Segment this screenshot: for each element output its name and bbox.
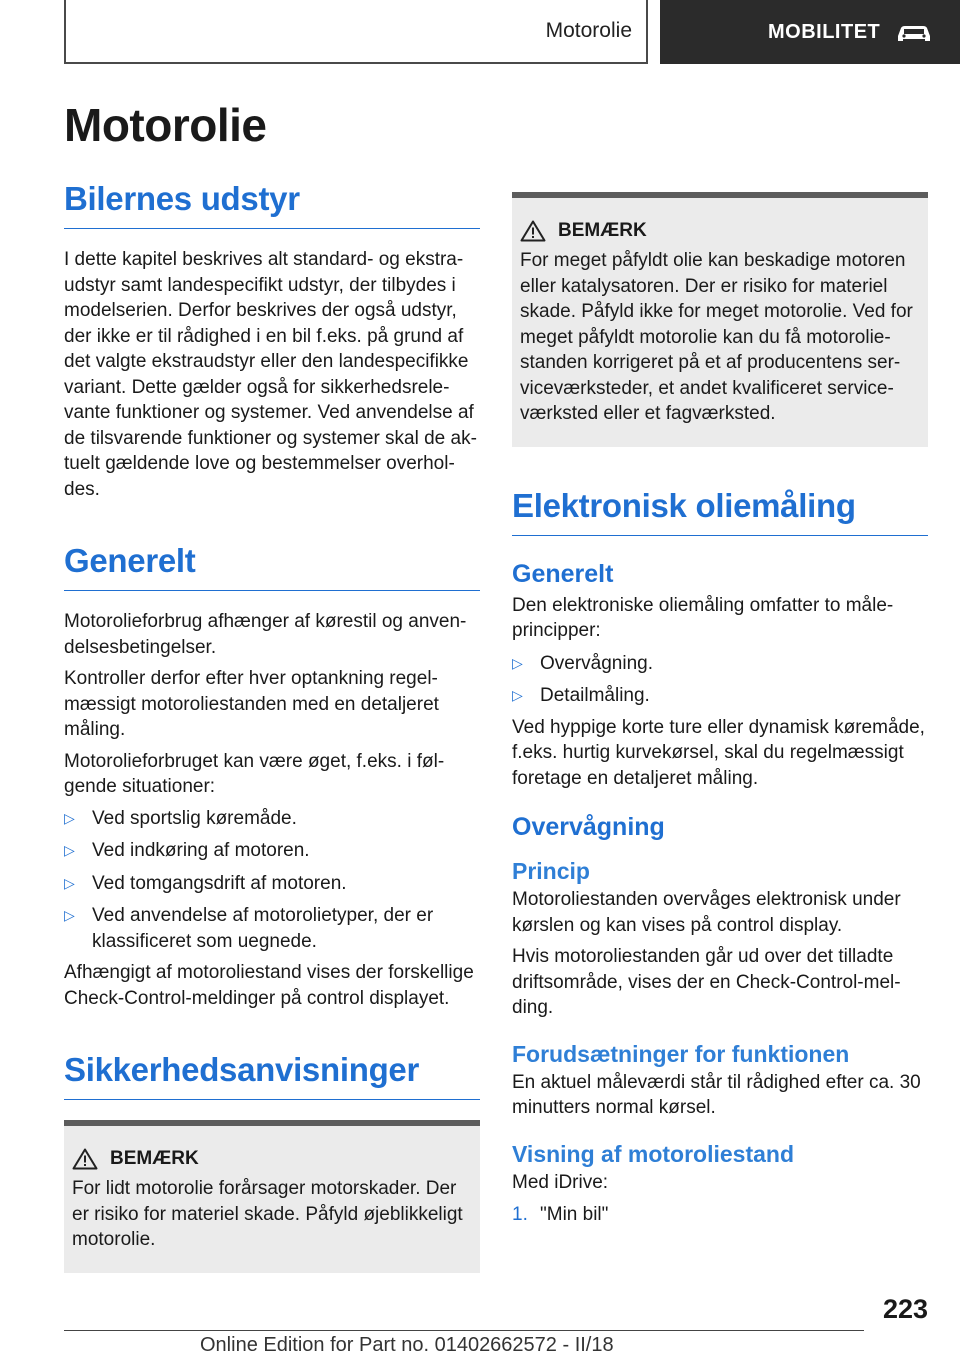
notice-label: BEMÆRK: [110, 1148, 199, 1169]
paragraph-generelt-1: Motorolieforbrug afhænger af kørestil og anvendelsesbetingelser.: [64, 611, 467, 658]
step-text: "Min bil": [540, 1204, 609, 1225]
car-icon: [894, 20, 934, 44]
footer-divider: [64, 1330, 864, 1331]
list-item: [512, 1202, 928, 1228]
paragraph-princip-1: Motoroliestanden overvåges elektronisk under kørslen og kan vises på control display.: [512, 889, 901, 936]
paragraph-visning: Med iDrive:: [512, 1171, 609, 1193]
warning-icon: [520, 220, 546, 242]
paragraph-maaleprincipper: Den elektroniske oliemåling omfatter to måleprincipper:: [512, 594, 894, 641]
paragraph-hyppige-ture: Ved hyppige korte ture eller dynamisk køremåde, f.eks. hurtig kurvekørsel, skal du regelmæssigt foretage en detaljeret måling.: [512, 716, 925, 789]
list-item: ▷ Detailmåling.: [512, 683, 928, 709]
notice-box: [512, 192, 928, 447]
list-item: ▷ Ved tomgangsdrift af motoren.: [64, 871, 480, 897]
right-column: [512, 192, 928, 1228]
page-number: 223: [882, 1294, 928, 1324]
triangle-bullet-icon: ▷: [512, 687, 523, 703]
paragraph-princip-2: Hvis motoroliestanden går ud over det tilladte driftsområde, vises der en Check-Control-melding.: [512, 946, 901, 1018]
subsection-title-forudsaetninger: Forudsætninger for funktionen: [512, 1040, 850, 1067]
page-title: Motorolie: [64, 99, 267, 151]
triangle-bullet-icon: ▷: [64, 874, 75, 891]
list-item: ▷ Ved sportslig køremåde.: [64, 806, 480, 832]
footer-edition-text: Online Edition for Part no. 01402662572 - II/18: [200, 1334, 614, 1356]
principle-list: [512, 651, 928, 709]
paragraph-generelt-2: Kontroller derfor efter hver optankning regelmæssigt motoroliestanden med en detaljeret måling.: [64, 668, 439, 740]
subsection-title-generelt: Generelt: [512, 559, 614, 588]
step-list: [512, 1202, 928, 1228]
header-section-tab: [64, 0, 648, 64]
situation-list: [64, 806, 480, 955]
triangle-bullet-icon: ▷: [512, 654, 523, 671]
list-item: ▷ Ved indkøring af motoren.: [64, 838, 480, 864]
notice-text: For meget påfyldt olie kan beskadige motoren eller katalysatoren. Der er risiko for materiel skade. Påfyld ikke for meget motorolie. Ved for meget påfyldt motorolie kan du få motoroliestanden korrigeret på et af producentens serviceværksteder, et andet kvalificeret serviceværksted eller et fagværksted.: [520, 250, 913, 424]
header-category-label: MOBILITET: [768, 20, 881, 43]
list-item: ▷ Ved anvendelse af motorolietyper, der er klassificeret som uegnede.: [64, 905, 434, 952]
warning-icon: [72, 1148, 98, 1170]
step-number: 1.: [512, 1204, 528, 1225]
triangle-bullet-icon: ▷: [64, 842, 75, 858]
paragraph-forudsaetninger: En aktuel måleværdi står til rådighed efter ca. 30 minutters normal kørsel.: [512, 1071, 921, 1118]
subsection-title-princip: Princip: [512, 858, 590, 884]
triangle-bullet-icon: ▷: [64, 907, 75, 923]
section-title-elektronisk-oliemaaling: Elektronisk oliemåling: [512, 487, 928, 536]
section-title-sikkerhedsanvisninger: Sikkerhedsanvisninger: [64, 1051, 480, 1100]
paragraph-bilernes-udstyr: I dette kapitel beskrives alt standard- og ekstraudstyr samt landespecifikt udstyr, der tilbydes i modelserien. Derfor beskrives der også udstyr, der ikke er til rådighed i en bil f.eks. på grund af det valgte ekstraudstyr eller den landespecifikke variant. Dette gælder også for sikkerhedsrelevante funktioner og systemer. Ved anvendelse af de tilsvarende funktioner og systemer skal de aktuelt gældende love og bestemmelser overholdes.: [64, 249, 477, 500]
notice-text: For lidt motorolie forårsager motorskader. Der er risiko for materiel skade. Påfyld øjeblikkeligt motorolie.: [72, 1178, 463, 1250]
paragraph-generelt-4: Afhængigt af motoroliestand vises der forskellige Check-Control-meldinger på control displayet.: [64, 962, 474, 1009]
subsection-title-visning: Visning af motoroliestand: [512, 1140, 794, 1167]
triangle-bullet-icon: ▷: [64, 809, 75, 826]
section-title-bilernes-udstyr: Bilernes udstyr: [64, 180, 480, 229]
notice-header: [520, 220, 920, 242]
notice-label: BEMÆRK: [558, 220, 647, 241]
section-title-generelt: Generelt: [64, 542, 480, 591]
paragraph-generelt-3: Motorolieforbruget kan være øget, f.eks. i følgende situationer:: [64, 750, 445, 797]
header-category-bar: [660, 0, 960, 64]
left-column: [64, 180, 480, 1273]
notice-box: [64, 1120, 480, 1273]
subsection-title-overvaagning: Overvågning: [512, 813, 665, 841]
header-section-label: Motorolie: [545, 19, 632, 42]
list-item: ▷ Overvågning.: [512, 651, 928, 677]
notice-header: [72, 1148, 472, 1170]
